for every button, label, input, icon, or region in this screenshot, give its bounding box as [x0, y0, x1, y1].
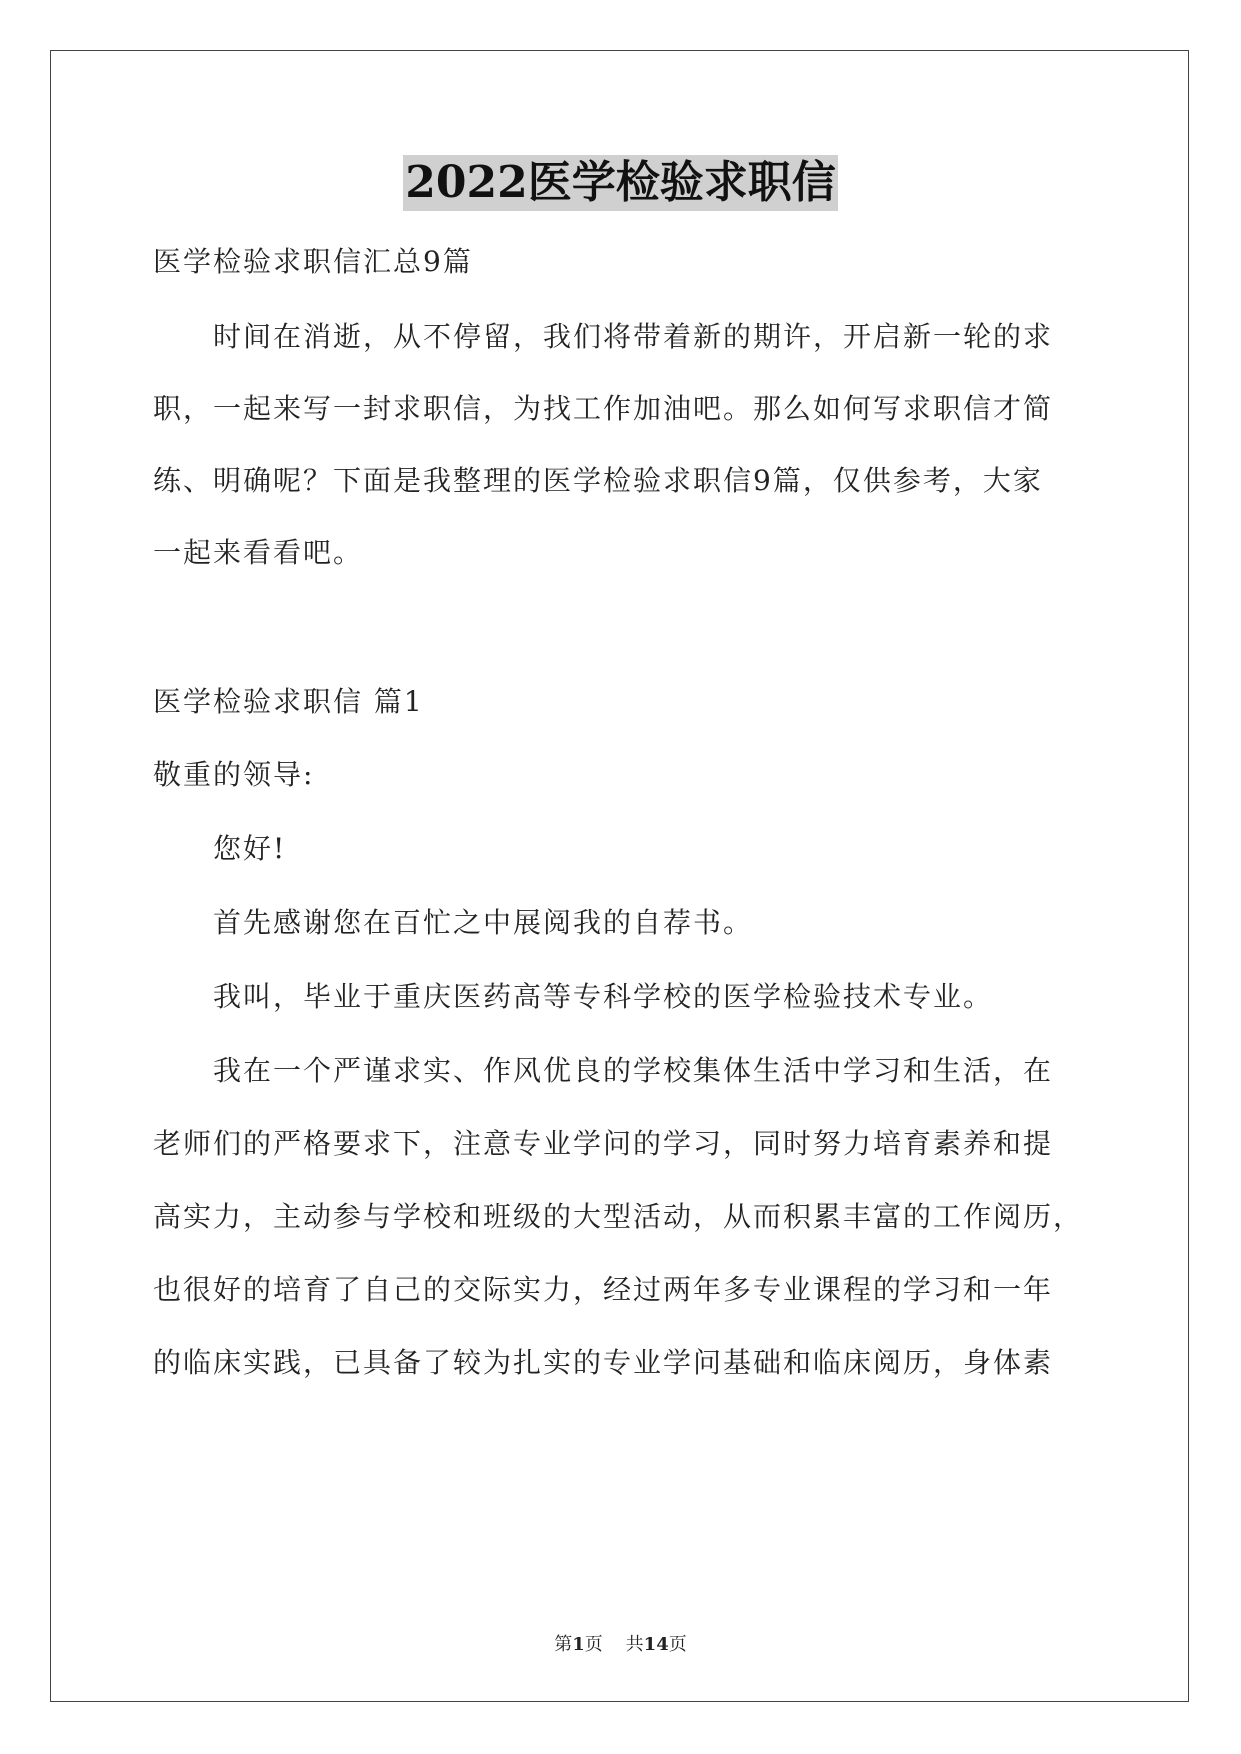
page-label-prefix: 第 [554, 1634, 573, 1655]
paragraph-1: 首先感谢您在百忙之中展阅我的自荐书。 [213, 906, 754, 939]
paragraph-3-line-3: 高实力，主动参与学校和班级的大型活动，从而积累丰富的工作阅历， [153, 1200, 1084, 1233]
paragraph-3-line-1: 我在一个严谨求实、作风优良的学校集体生活中学习和生活，在 [213, 1054, 1054, 1087]
intro-line-4: 一起来看看吧。 [153, 536, 364, 569]
greeting: 您好! [213, 832, 287, 865]
paragraph-2: 我叫，毕业于重庆医药高等专科学校的医学检验技术专业。 [213, 980, 994, 1013]
paragraph-3-line-2: 老师们的严格要求下，注意专业学问的学习，同时努力培育素养和提 [153, 1127, 1054, 1160]
subtitle: 医学检验求职信汇总9篇 [153, 245, 473, 278]
total-pages: 14 [643, 1634, 669, 1655]
total-suffix: 页 [668, 1634, 687, 1655]
intro-line-3: 练、明确呢？下面是我整理的医学检验求职信9篇，仅供参考，大家 [153, 464, 1043, 497]
title-wrap [0, 155, 1241, 211]
intro-line-2: 职，一起来写一封求职信，为找工作加油吧。那么如何写求职信才简 [153, 392, 1054, 425]
page-number: 1 [572, 1634, 585, 1655]
document-title: 2022医学检验求职信 [403, 155, 837, 211]
paragraph-3-line-5: 的临床实践，已具备了较为扎实的专业学问基础和临床阅历，身体素 [153, 1346, 1054, 1379]
intro-line-1: 时间在消逝，从不停留，我们将带着新的期许，开启新一轮的求 [213, 320, 1054, 353]
page-label-suffix: 页 [584, 1634, 603, 1655]
total-prefix: 共 [625, 1634, 644, 1655]
page-footer [0, 1630, 1241, 1656]
salutation: 敬重的领导: [153, 758, 315, 791]
section-heading: 医学检验求职信 篇1 [153, 685, 424, 718]
paragraph-3-line-4: 也很好的培育了自己的交际实力，经过两年多专业课程的学习和一年 [153, 1273, 1054, 1306]
page-border [50, 50, 1189, 1702]
